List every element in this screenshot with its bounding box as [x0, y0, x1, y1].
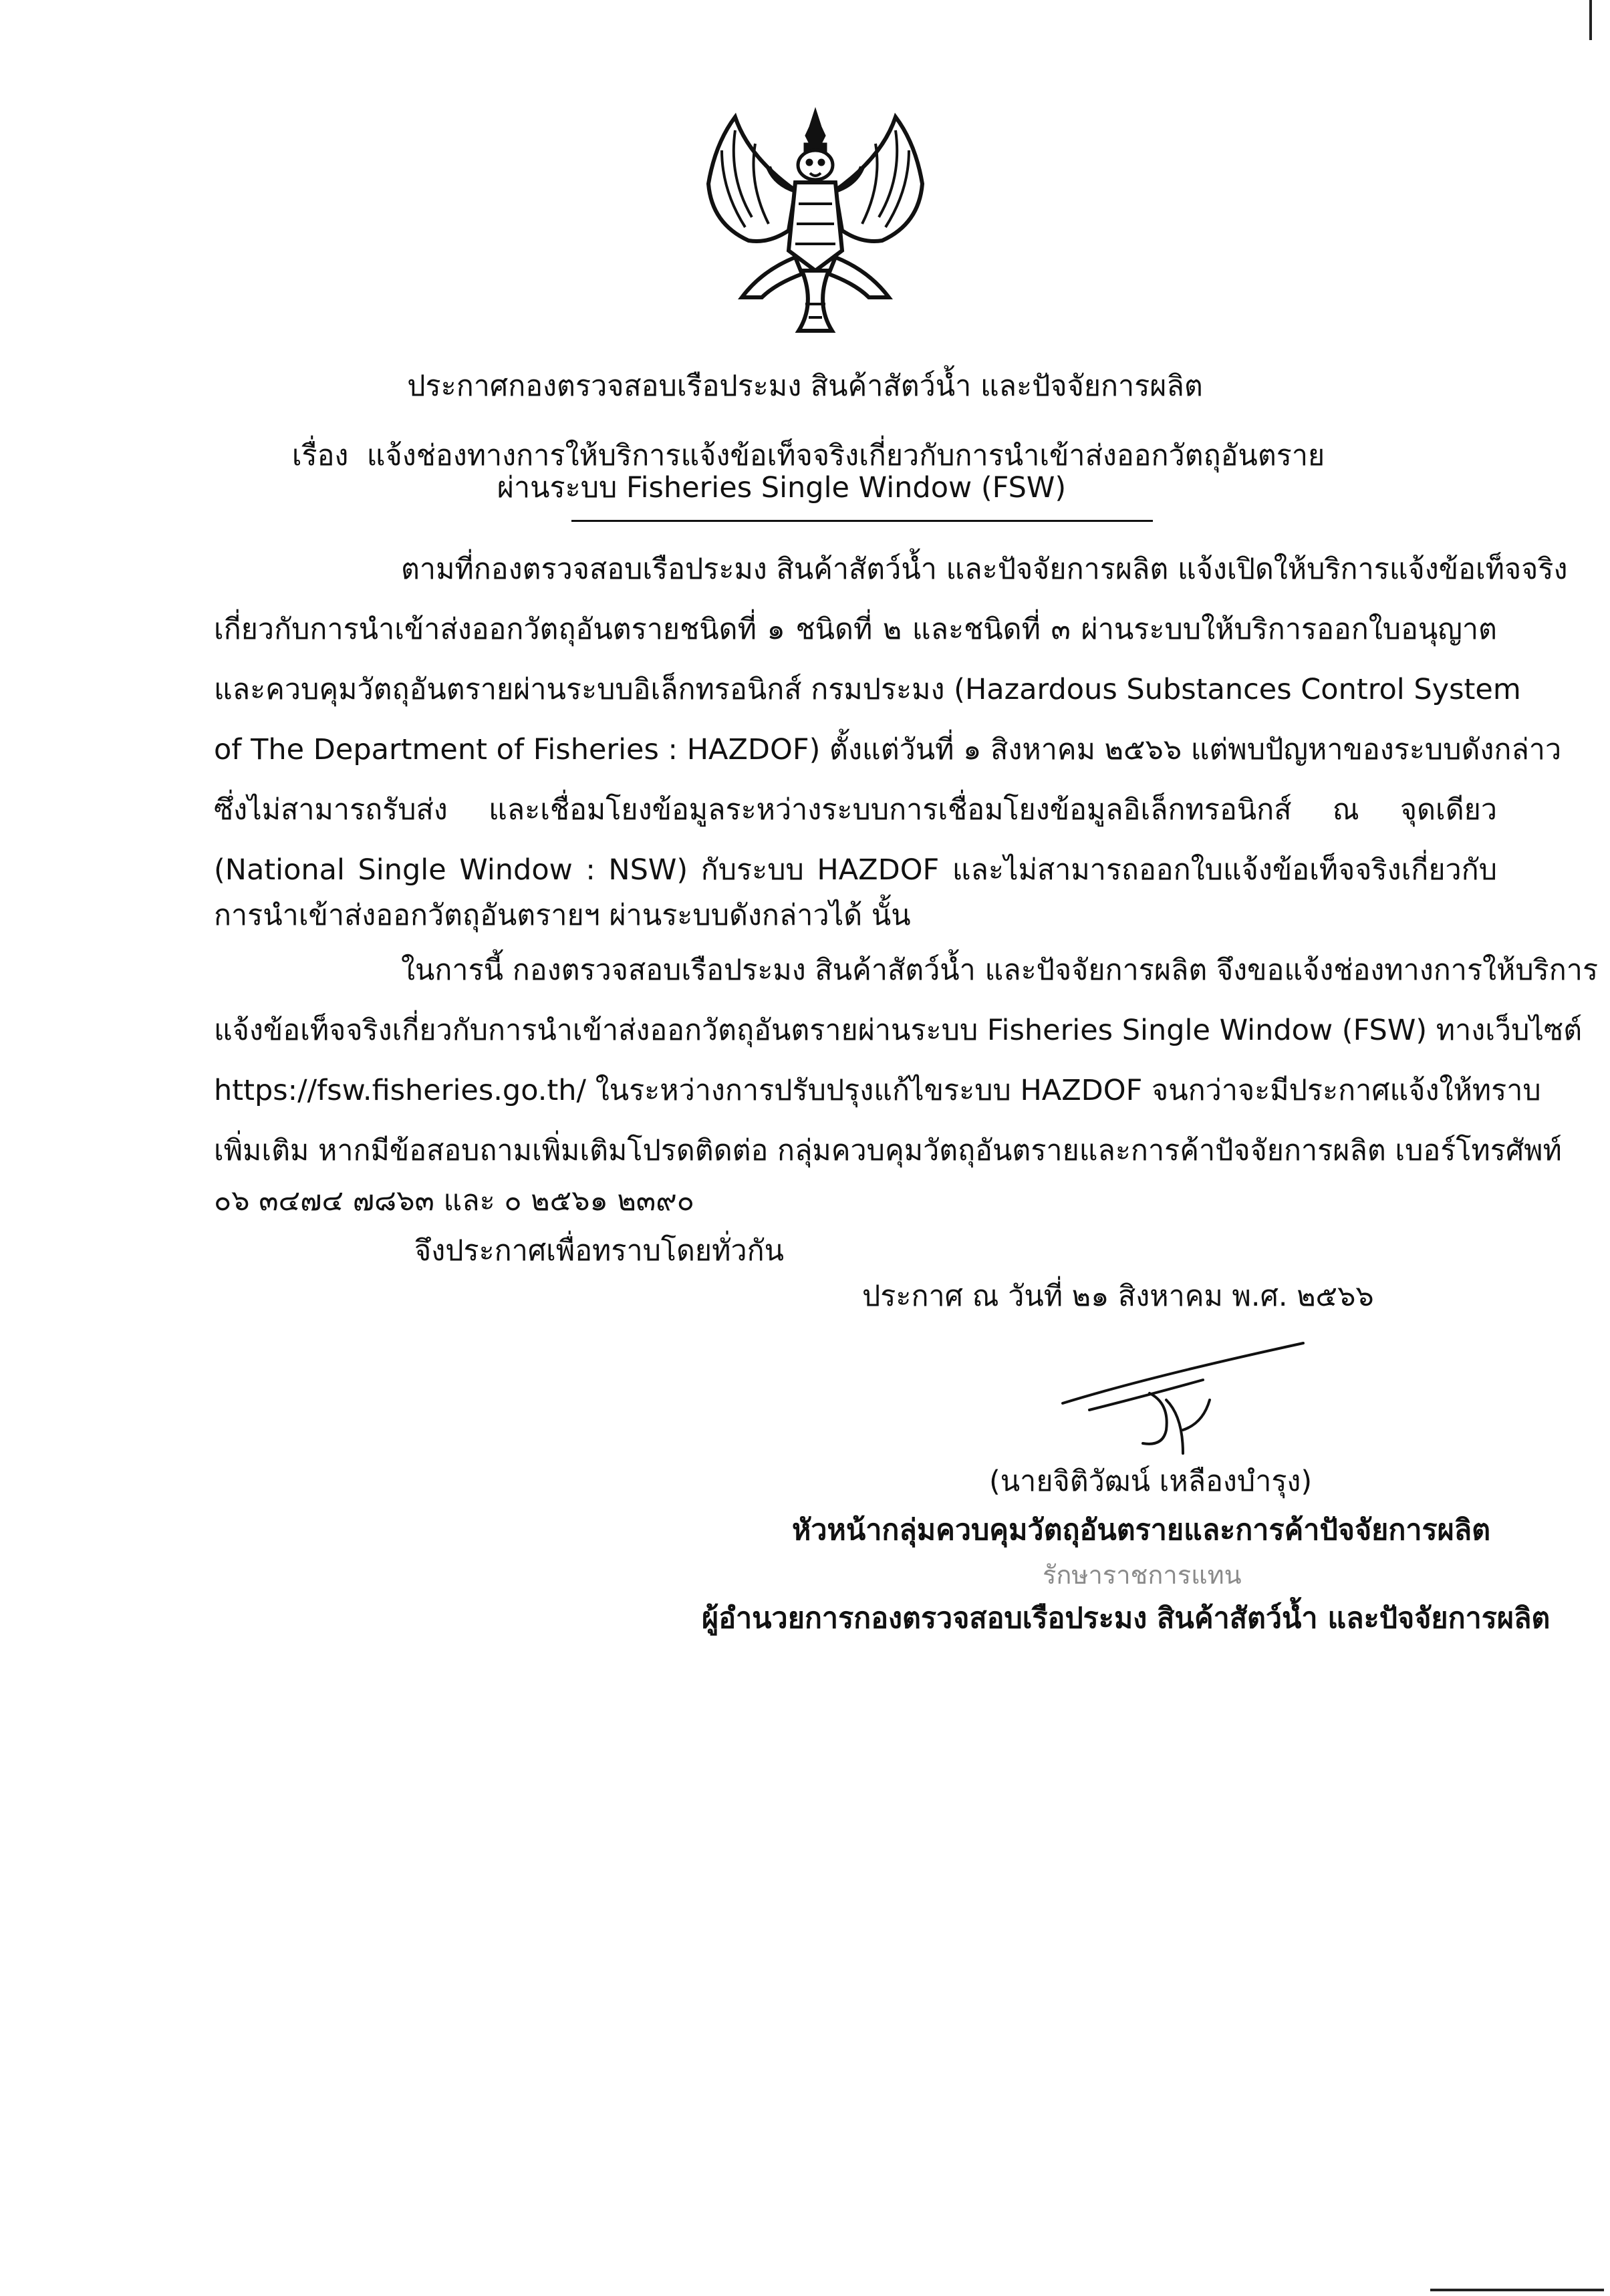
scan-mark: [1430, 2289, 1604, 2291]
paragraph-line: การนำเข้าส่งออกวัตถุอันตรายฯ ผ่านระบบดังกล่าวได้ นั้น: [214, 899, 911, 932]
announcement-date: ประกาศ ณ วันที่ ๒๑ สิงหาคม พ.ศ. ๒๕๖๖: [862, 1280, 1374, 1313]
issuer-title: ประกาศกองตรวจสอบเรือประมง สินค้าสัตว์น้ำ และปัจจัยการผลิต: [407, 370, 1203, 403]
acting-note: รักษาราชการแทน: [1043, 1560, 1242, 1590]
scan-mark: [1589, 0, 1592, 40]
signatory-position-strong: หัวหน้ากลุ่มควบคุมวัตถุอันตรายและการค้าปัจจัยการผลิต: [792, 1514, 1491, 1547]
subject-line-2: ผ่านระบบ Fisheries Single Window (FSW): [497, 471, 1067, 505]
closing-statement: จึงประกาศเพื่อทราบโดยทั่วกัน: [414, 1234, 785, 1268]
paragraph-line: เพิ่มเติม หากมีข้อสอบถามเพิ่มเติมโปรดติดต่อ กลุ่มควบคุมวัตถุอันตรายและการค้าปัจจัยการผลิต เบอร์โทรศัพท์: [214, 1134, 1562, 1167]
handwritten-signature: [1049, 1330, 1330, 1466]
subject-label: เรื่อง: [291, 439, 349, 472]
director-position: [702, 1597, 1550, 1640]
paragraph-line: เกี่ยวกับการนำเข้าส่งออกวัตถุอันตรายชนิดที่ ๑ ชนิดที่ ๒ และชนิดที่ ๓ ผ่านระบบให้บริการออกใบอนุญาต: [214, 613, 1497, 646]
heading-divider: [571, 520, 1153, 522]
paragraph-line: และควบคุมวัตถุอันตรายผ่านระบบอิเล็กทรอนิกส์ กรมประมง (Hazardous Substances Control System: [214, 673, 1521, 706]
signatory-name: (นายจิติวัฒน์ เหลืองบำรุง): [989, 1465, 1313, 1498]
paragraph-line: แจ้งข้อเท็จจริงเกี่ยวกับการนำเข้าส่งออกวัตถุอันตรายผ่านระบบ Fisheries Single Window (FSW) ทางเว็บไซต์: [214, 1014, 1583, 1047]
paragraph-line: of The Department of Fisheries : HAZDOF) ตั้งแต่วันที่ ๑ สิงหาคม ๒๕๖๖ แต่พบปัญหาของระบบดังกล่าว: [214, 733, 1562, 766]
paragraph-line: (National Single Window : NSW) กับระบบ HAZDOF และไม่สามารถออกใบแจ้งข้อเท็จจริงเกี่ยวกับ: [214, 853, 1497, 887]
contact-phone-line: ๐๖ ๓๔๗๔ ๗๘๖๓ และ ๐ ๒๕๖๑ ๒๓๙๐: [214, 1184, 694, 1217]
signatory-position: [792, 1509, 1490, 1552]
paragraph-line: ตามที่กองตรวจสอบเรือประมง สินค้าสัตว์น้ำ และปัจจัยการผลิต แจ้งเปิดให้บริการแจ้งข้อเท็จจริง: [401, 553, 1568, 586]
paragraph-line: ซึ่งไม่สามารถรับส่ง และเชื่อมโยงข้อมูลระหว่างระบบการเชื่อมโยงข้อมูลอิเล็กทรอนิกส์ ณ จุดเดียว: [214, 793, 1497, 827]
garuda-emblem-icon: [688, 104, 942, 344]
paragraph-line: ในการนี้ กองตรวจสอบเรือประมง สินค้าสัตว์น้ำ และปัจจัยการผลิต จึงขอแจ้งช่องทางการให้บริการ: [401, 954, 1599, 987]
director-position-strong: ผู้อำนวยการกองตรวจสอบเรือประมง สินค้าสัตว์น้ำ และปัจจัยการผลิต: [702, 1602, 1551, 1635]
subject-text: แจ้งช่องทางการให้บริการแจ้งข้อเท็จจริงเกี่ยวกับการนำเข้าส่งออกวัตถุอันตราย: [366, 439, 1325, 472]
paragraph-line: https://fsw.fisheries.go.th/ ในระหว่างการปรับปรุงแก้ไขระบบ HAZDOF จนกว่าจะมีประกาศแจ้งให้ทราบ: [214, 1074, 1541, 1107]
